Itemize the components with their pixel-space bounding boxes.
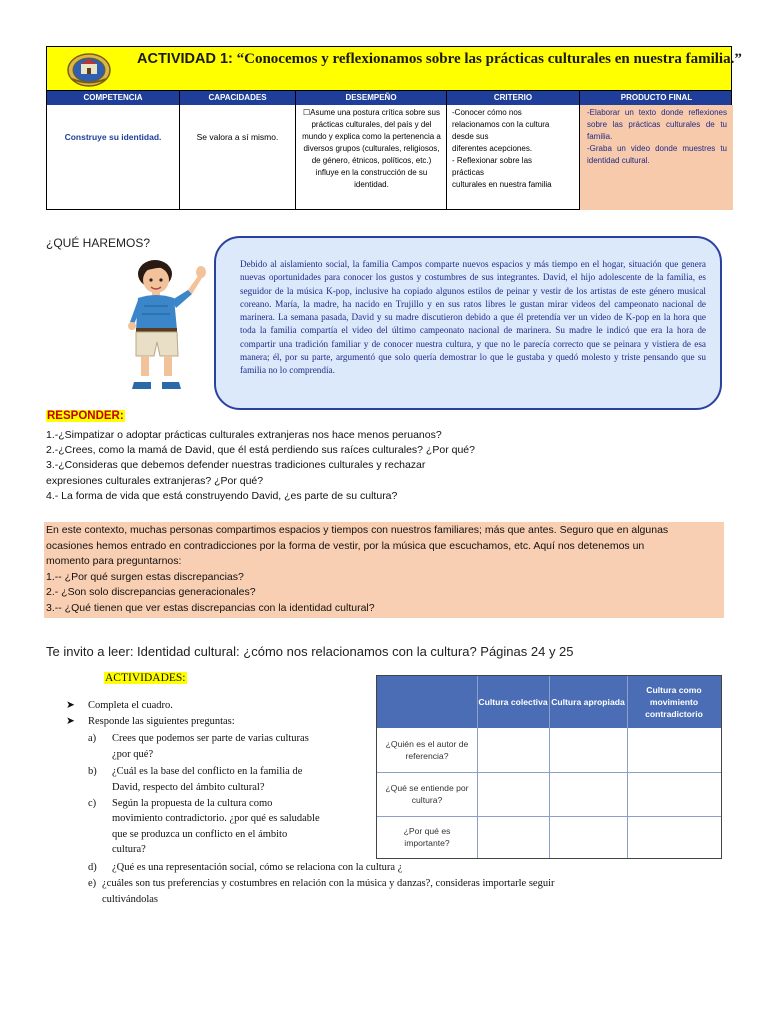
activity-title [137,51,742,68]
question-line: ¿cuáles son tus preferencias y costumbres en relación con la música y danzas?, consideras importarle seguir [102,878,555,889]
criterio-line: - Reflexionar sobre las [452,156,533,165]
activity-header-table [46,46,742,210]
question-letter: a) [88,733,97,744]
activity-item: Completa el cuadro. [88,700,173,711]
story-text: Debido al aislamiento social, la familia Campos comparte nuevos espacios y más tiempo en el hogar, situación que genera nuevas oportunidades para conocer los gustos y costumbres de sus integrantes. David, el hijo adolescente de la familia, es seguidor de la música K-pop, inclusive ha copiado algunos estilos de peinar y vestir de los artistas de este género musical coreano. María, la madre, ha nacido en Trujillo y en sus ratos libres le gustan mirar videos del campeonato nacional de marinera. La semana pasada, David y su madre discutieron debido a que él pretendía ver un video de K-pop en la hora que toda la familia compartía el video del último campeonato nacional de marinera. Su madre le indicó que era la hora de compartir una tradición familiar y de conocer nuestra cultura, y que no le parecía correcto que se peinara y vistiera de esa manera; él, por su parte, argumentó que solo quería demostrar lo que le gustaba y quedó molesto y triste pensando que su familia no lo comprendía. [240,259,706,376]
competencia-text: Construye su identidad. [64,132,162,142]
section-heading-que-haremos: ¿QUÉ HAREMOS? [46,236,151,250]
table-divider [549,676,550,858]
cell-desempeno [296,105,447,210]
context-box [44,522,724,618]
column-header: Cultura colectiva [478,697,548,707]
criterio-line: relacionamos con la cultura [452,120,550,129]
question-line: cultivándolas [102,894,158,905]
context-line: momento para preguntarnos: [46,555,182,567]
context-line: 1.-- ¿Por qué surgen estas discrepancias? [46,570,244,583]
column-header: Cultura apropiada [551,697,625,707]
question-line: movimiento contradictorio. ¿por qué es saludable [112,813,320,824]
criterio-text [452,107,575,191]
row-header: ¿Quién es el autor de referencia? [385,739,469,761]
context-line: 2.- ¿Son solo discrepancias generacionales? [46,586,256,598]
cell-criterio [447,105,580,210]
activity-item: Responde las siguientes preguntas: [88,716,235,727]
responder-question: 4.- La forma de vida que está construyendo David, ¿es parte de su cultura? [46,489,398,502]
desempeno-marker: ☐ [302,108,311,117]
producto-item: -Graba un video donde muestres tu identidad cultural. [587,144,727,165]
story-speech-bubble [214,236,722,410]
cell-competencia [47,105,180,210]
activity-title-text: “Conocemos y reflexionamos sobre las prácticas culturales en nuestra familia.” [236,51,742,67]
capacidades-text: Se valora a sí mismo. [196,132,279,142]
header-competencia: COMPETENCIA [47,91,180,105]
cell-producto-final [580,105,733,210]
header-producto-final: PRODUCTO FINAL [620,93,693,102]
criterio-line: desde sus [452,132,489,141]
column-header-row [47,91,731,105]
desempeno-body: Asume una postura crítica sobre sus prácticas culturales, del país y del mundo y explica como la pertenencia a diversos grupos (culturales, religiosos, de género, étnicos, políticos, etc.) influye en la construcción de su identidad. [302,108,441,189]
responder-question: expresiones culturales extranjeras? ¿Por qué? [46,474,264,487]
criterio-line: culturales en nuestra familia [452,180,552,189]
bullet-arrow-icon: ➤ [66,700,75,711]
table-divider [477,676,478,858]
question-letter: e) [88,878,97,889]
table-divider [377,772,721,773]
bullet-arrow-icon: ➤ [66,716,75,727]
cell-capacidades [180,105,296,210]
table-divider [377,816,721,817]
activity-label: ACTIVIDAD 1: [137,51,233,67]
row-header: ¿Qué se entiende por cultura? [385,783,469,805]
question-line: Según la propuesta de la cultura como [112,798,273,809]
responder-question: 2.-¿Crees, como la mamá de David, que él está perdiendo sus raíces culturales? ¿Por qué? [46,444,475,457]
context-line: En este contexto, muchas personas compartimos espacios y tiempos con nuestros familiares; más que antes. Seguro que en algunas [46,524,669,536]
header-criterio: CRITERIO [447,91,580,105]
context-text [46,523,726,616]
producto-text [587,107,727,167]
header-capacidades: CAPACIDADES [180,91,296,105]
criterio-line: prácticas [452,168,485,177]
header-desempeno: DESEMPEÑO [296,91,447,105]
question-line: que se produzca un conflicto en el ámbito [112,829,288,840]
school-crest-logo [66,52,112,88]
table-divider [627,676,628,858]
desempeno-text [301,107,442,191]
column-header: Cultura como movimiento contradictorio [645,685,703,719]
question-letter: c) [88,798,97,809]
question-line: David, respecto del ámbito cultural? [112,782,265,793]
responder-questions [46,428,736,504]
question-line: cultura? [112,844,146,855]
actividades-heading: ACTIVIDADES: [105,672,186,684]
producto-item: -Elaborar un texto donde reflexiones sobre las prácticas culturales de tu familia. [587,108,727,141]
responder-heading: RESPONDER: [47,410,124,422]
reading-invitation: Te invito a leer: Identidad cultural: ¿cómo nos relacionamos con la cultura? Páginas 24 y 25 [46,644,574,659]
title-band [47,47,742,91]
question-line: ¿Cuál es la base del conflicto en la familia de [112,766,303,777]
responder-question: 1.-¿Simpatizar o adoptar prácticas culturales extranjeras nos hace menos peruanos? [46,429,442,441]
culture-comparison-table [376,675,722,859]
question-letter: d) [88,862,97,873]
question-line: ¿por qué? [112,749,154,760]
criterio-line: -Conocer cómo nos [452,108,522,117]
context-line: 3.-- ¿Qué tienen que ver estas discrepancias con la identidad cultural? [46,601,375,614]
question-letter: b) [88,766,97,777]
boy-illustration [122,256,212,396]
row-header: ¿Por qué es importante? [403,826,451,848]
criterio-line: diferentes acepciones. [452,144,533,153]
question-line: Crees que podemos ser parte de varias culturas [112,733,309,744]
question-line: ¿Qué es una representación social, cómo se relaciona con la cultura ¿ [112,862,403,873]
context-line: ocasiones hemos entrado en contradicciones por la forma de vestir, por la música que escuchamos, etc. Aquí nos detenemos un [46,539,645,552]
responder-question: 3.-¿Consideras que debemos defender nuestras tradiciones culturales y rechazar [46,459,426,472]
